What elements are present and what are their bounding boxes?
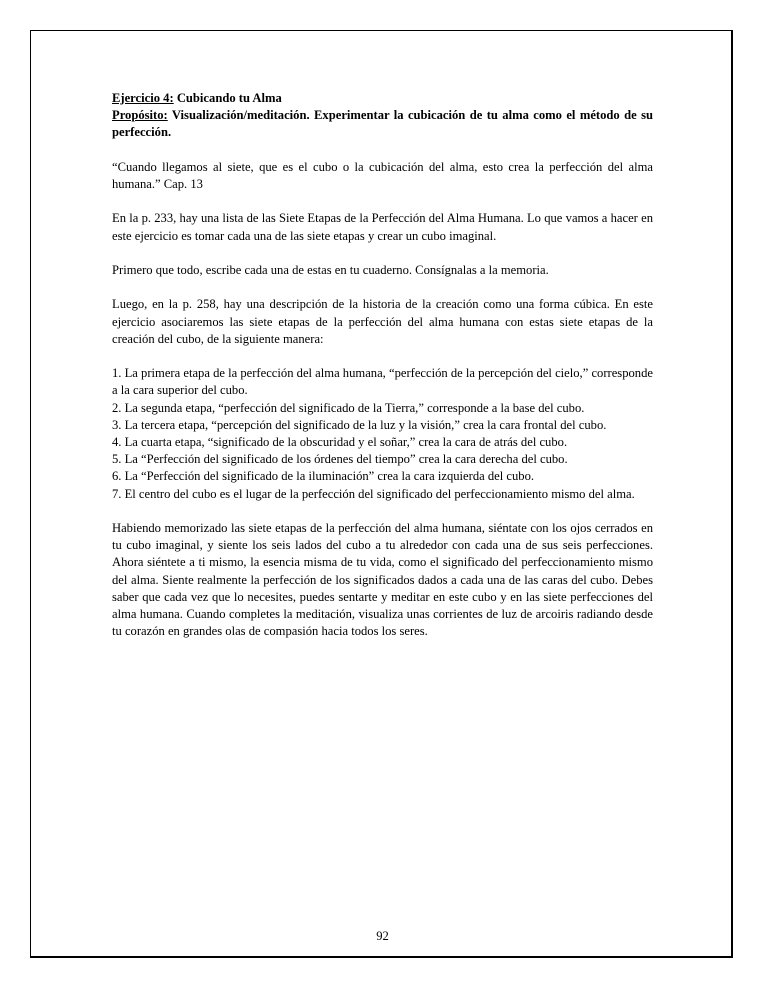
list-item: 2. La segunda etapa, “perfección del significado de la Tierra,” corresponde a la base del cubo. [112, 400, 585, 415]
exercise-label: Ejercicio 4: [112, 91, 174, 105]
exercise-title: Cubicando tu Alma [176, 91, 282, 105]
purpose-label: Propósito: [112, 108, 168, 123]
list-item: 4. La cuarta etapa, “significado de la obscuridad y el soñar,” crea la cara de atrás del cubo. [112, 434, 568, 449]
document-body [112, 90, 653, 658]
quote-paragraph: “Cuando llegamos al siete, que es el cubo o la cubicación del alma, esto crea la perfección del alma humana.” Cap. 13 [112, 159, 653, 191]
list-item: 7. El centro del cubo es el lugar de la perfección del significado del perfeccionamiento mismo del alma. [112, 486, 635, 501]
exercise-purpose [112, 107, 653, 141]
list-item: 6. La “Perfección del significado de la iluminación” crea la cara izquierda del cubo. [112, 469, 535, 484]
instruction-paragraph: Primero que todo, escribe cada una de estas en tu cuaderno. Consígnalas a la memoria. [112, 262, 549, 277]
list-item: 5. La “Perfección del significado de los órdenes del tiempo” crea la cara derecha del cubo. [112, 452, 568, 467]
intro-paragraph: En la p. 233, hay una lista de las Siete Etapas de la Perfección del Alma Humana. Lo que vamos a hacer en este ejercicio es tomar cada una de las siete etapas y crear un cubo imaginal. [112, 211, 653, 243]
stages-list [112, 365, 653, 503]
page-number: 92 [376, 929, 389, 943]
exercise-heading [112, 90, 653, 107]
list-item: 1. La primera etapa de la perfección del alma humana, “perfección de la percepción del cielo,” corresponde a la cara superior del cubo. [112, 366, 653, 398]
meditation-paragraph: Habiendo memorizado las siete etapas de la perfección del alma humana, siéntate con los ojos cerrados en tu cubo imaginal, y siente los seis lados del cubo a tu alrededor con cada una de sus seis perfecciones. Ahora siéntete a ti mismo, la esencia misma de tu vida, como el significado del perfeccionamiento mismo del alma. Siente realmente la perfección de los significados dados a cada una de las caras del cubo. Debes saber que cada vez que lo necesites, puedes sentarte y meditar en este cubo y en las siete perfecciones del alma humana. Cuando completes la meditación, visualiza unas corrientes de luz de arcoiris radiando desde tu corazón en grandes olas de compasión hacia todos los seres. [112, 520, 653, 639]
purpose-text: Visualización/meditación. Experimentar la cubicación de tu alma como el método de su perfección. [112, 108, 653, 140]
creation-paragraph: Luego, en la p. 258, hay una descripción de la historia de la creación como una forma cúbica. En este ejercicio asociaremos las siete etapas de la perfección del alma humana con estas siete etapas de la creación del cubo, de la siguiente manera: [112, 297, 653, 346]
list-item: 3. La tercera etapa, “percepción del significado de la luz y la visión,” crea la cara frontal del cubo. [112, 417, 607, 432]
